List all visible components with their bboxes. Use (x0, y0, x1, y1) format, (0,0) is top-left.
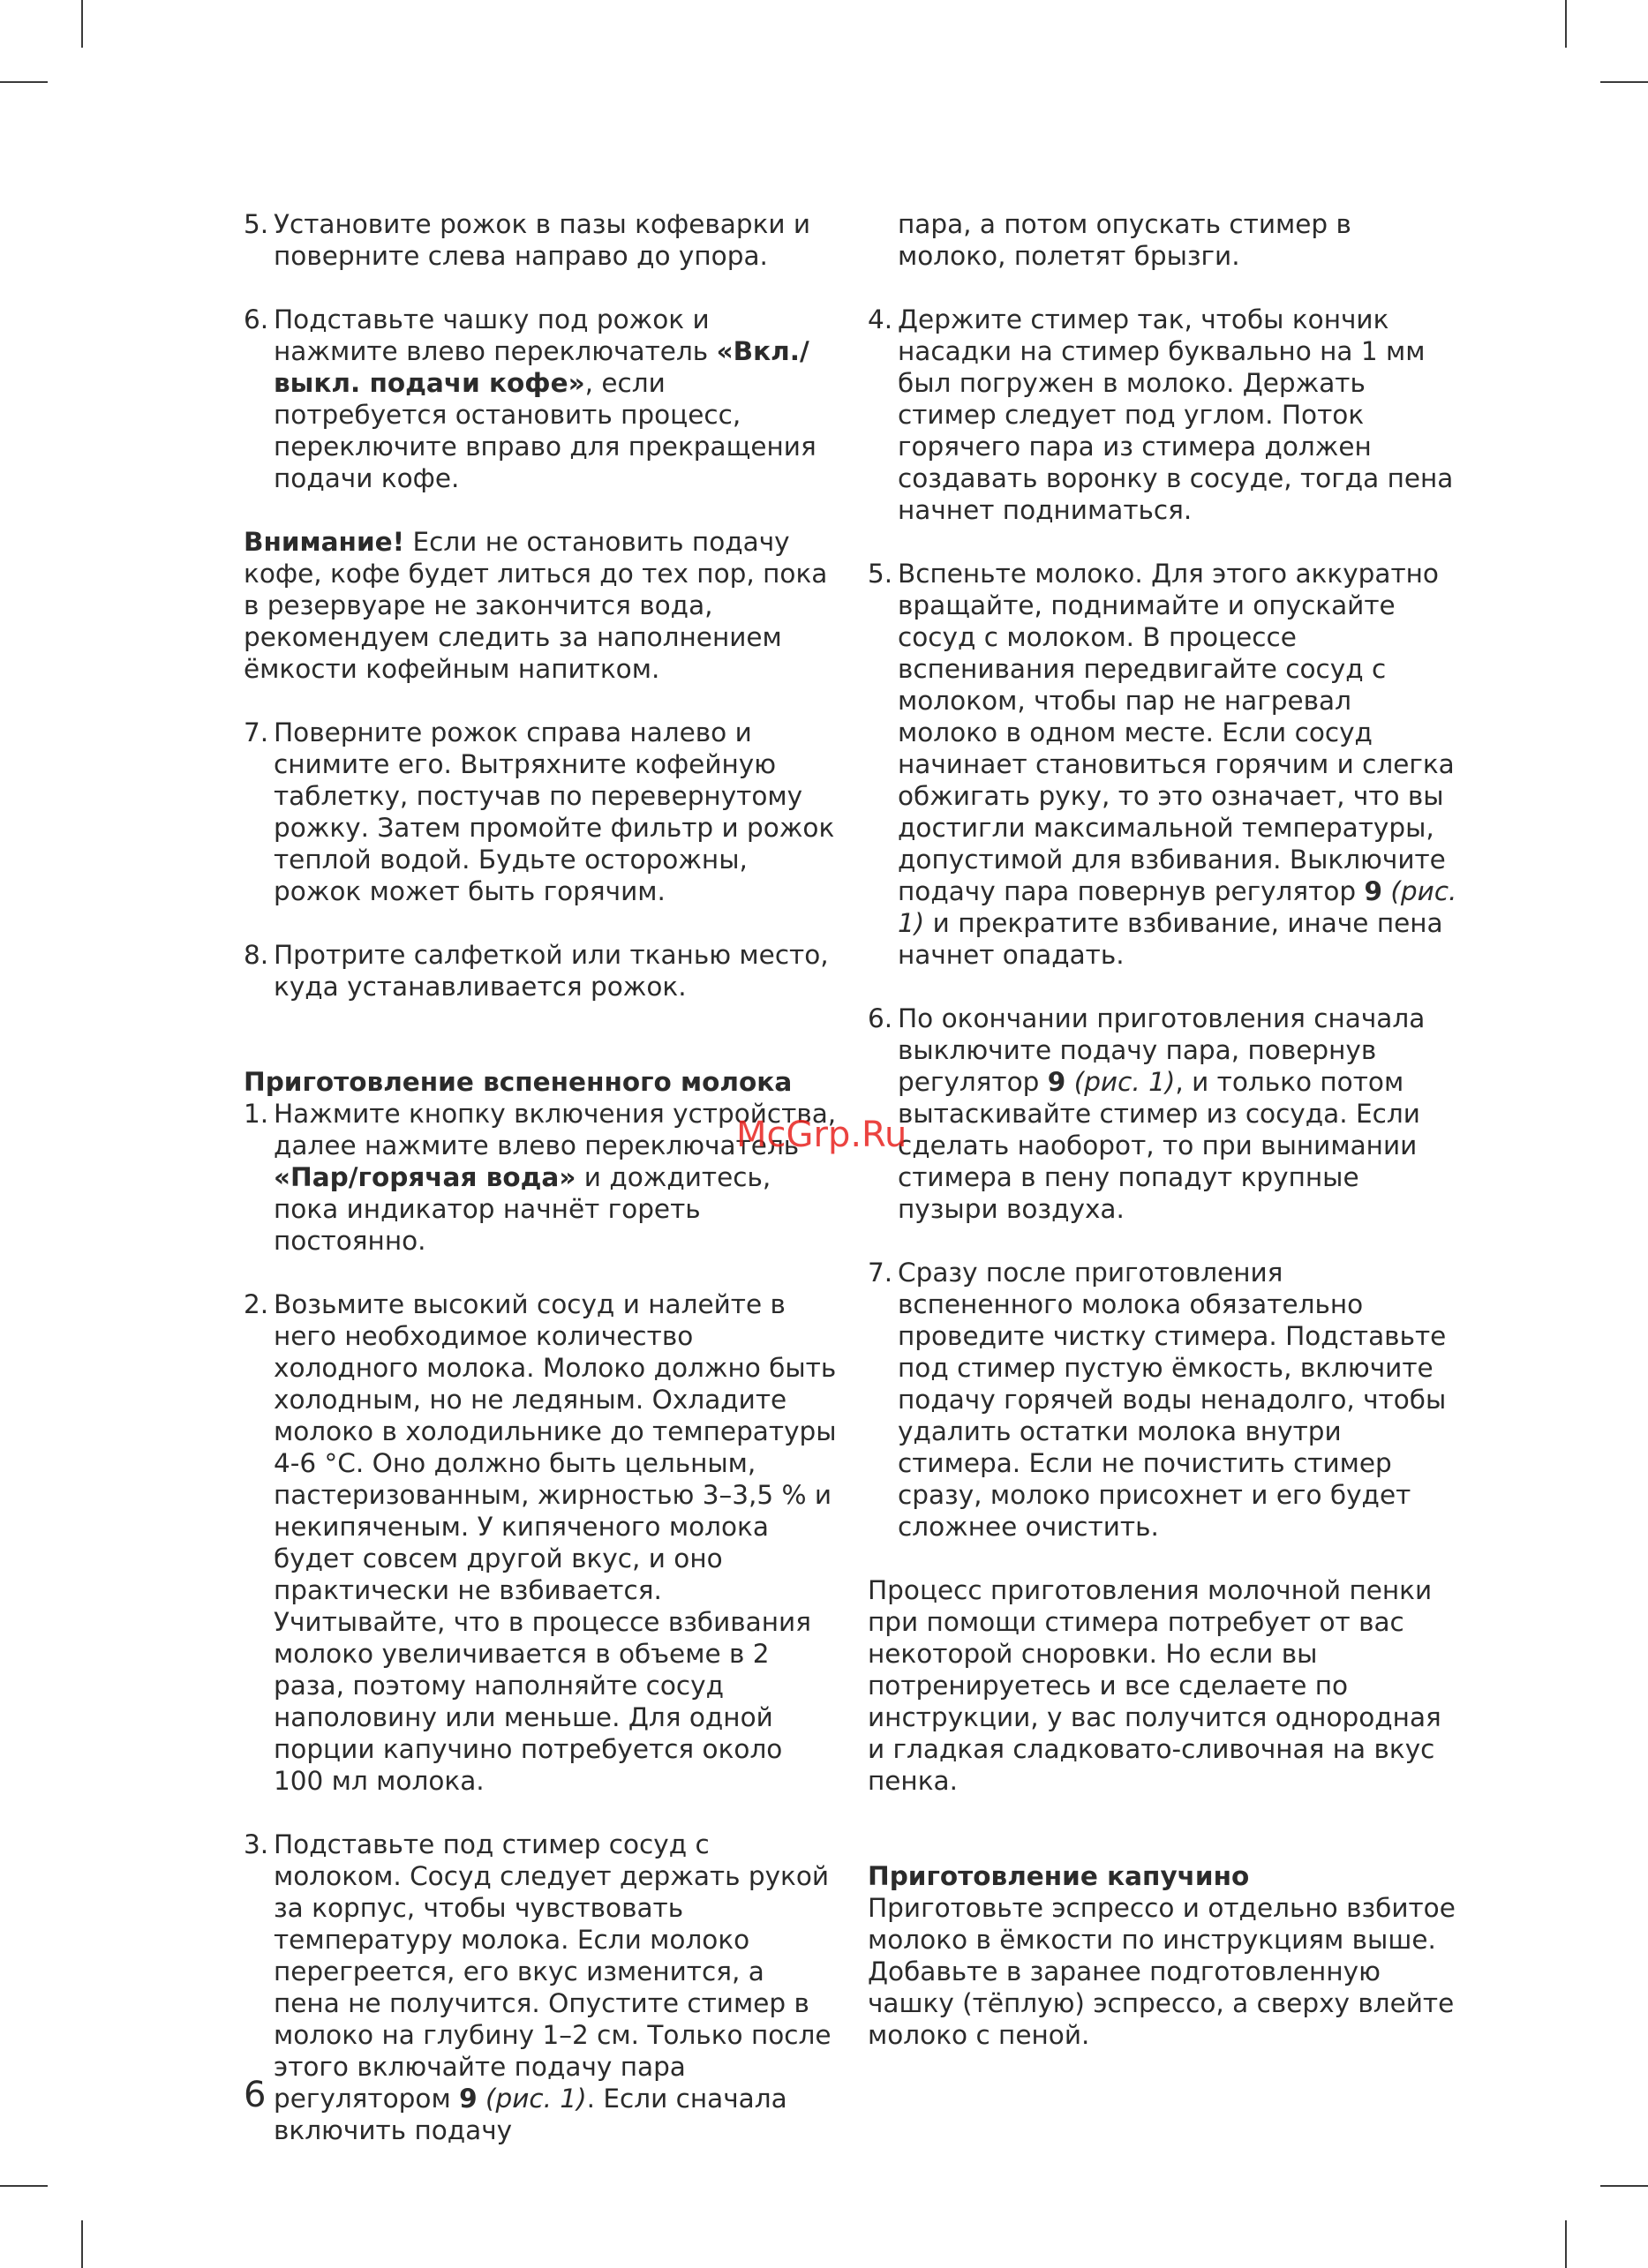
list-item (868, 1257, 1459, 1543)
crop-mark (81, 0, 83, 48)
section-heading: Приготовление капучино (868, 1861, 1250, 1891)
list-item (868, 558, 1459, 971)
crop-mark (0, 2185, 48, 2187)
list-number: 2. (244, 1289, 269, 1319)
left-column (244, 208, 837, 2146)
list-text: пара, а потом опускать стимер в молоко, полетят брызги. (898, 209, 1351, 271)
list-number: 4. (868, 304, 893, 334)
watermark: McGrp.Ru (736, 1115, 907, 1155)
warning-label: Внимание! (244, 527, 405, 557)
summary-paragraph: Процесс приготовления молочной пенки при помощи стимера потребует от вас некоторой сноровки. Но если вы потренируетесь и все сделаете по инструкции, у вас получится однородная и гладкая сладковато-сливочная на вкус пенка. (868, 1575, 1441, 1796)
crop-mark (0, 81, 48, 83)
list-number: 7. (868, 1258, 893, 1288)
right-column (868, 208, 1459, 2051)
list-item (244, 939, 837, 1003)
page-number: 6 (244, 2075, 267, 2115)
list-text: Нажмите кнопку включения устройства, далее нажмите влево переключатель «Пар/горячая вода» и дождитесь, пока индикатор начнёт гореть постоянно. (274, 1099, 837, 1256)
list-number: 6. (244, 304, 269, 334)
list-text: Возьмите высокий сосуд и налейте в него необходимое количество холодного молока. Молоко должно быть холодным, но не ледяным. Охладите молоко в холодильнике до температуры 4-6 °С. Оно должно быть цельным, пастеризованным, жирностью 3–3,5 % и некипяченым. У кипяченого молока будет совсем другой вкус, и оно практически не взбивается. Учитывайте, что в процессе взбивания молоко увеличивается в объеме в 2 раза, поэтому наполняйте сосуд наполовину или меньше. Для одной порции капучино потребуется около 100 мл молока. (274, 1289, 837, 1796)
list-text: Вспеньте молоко. Для этого аккуратно вращайте, поднимайте и опускайте сосуд с молоком. В процессе вспенивания передвигайте сосуд с молоком, чтобы пар не нагревал молоко в одном месте. Если сосуд начинает становиться горячим и слегка обжигать руку, то это означает, что вы достигли максимальной температуры, допустимой для взбивания. Выключите подачу пара повернув регулятор 9 (рис. 1) и прекратите взбивание, иначе пена начнет опадать. (898, 559, 1457, 970)
list-text: Держите стимер так, чтобы кончик насадки на стимер буквально на 1 мм был погружен в молоко. Держать стимер следует под углом. Поток горячего пара из стимера должен создавать воронку в сосуде, тогда пена начнет подниматься. (898, 304, 1454, 525)
crop-mark (81, 2220, 83, 2268)
list-item (868, 304, 1459, 526)
cappuccino-paragraph: Приготовьте эспрессо и отдельно взбитое молоко в ёмкости по инструкциям выше. Добавьте в заранее подготовленную чашку (тёплую) эспрессо, а сверху влейте молоко с пеной. (868, 1893, 1456, 2050)
list-item (244, 208, 837, 272)
switch-label: «Пар/горячая вода» (274, 1162, 576, 1192)
crop-mark (1600, 2185, 1648, 2187)
crop-mark (1565, 2220, 1567, 2268)
switch-label: «Вкл./выкл. подачи кофе» (274, 336, 809, 398)
list-number: 5. (244, 209, 269, 239)
crop-mark (1565, 0, 1567, 48)
list-text: Сразу после приготовления вспененного молока обязательно проведите чистку стимера. Подставьте под стимер пустую ёмкость, включите подачу горячей воды ненадолго, чтобы удалить остатки молока внутри стимера. Если не почистить стимер сразу, молоко присохнет и его будет сложнее очистить. (898, 1258, 1447, 1542)
list-number: 1. (244, 1099, 269, 1129)
list-text: По окончании приготовления сначала выключите подачу пара, повернув регулятор 9 (рис. 1), и только потом вытаскивайте стимер из сосуда. Если сделать наоборот, то при вынимании стимера в пену попадут крупные пузыри воздуха. (898, 1003, 1426, 1224)
list-item (244, 1288, 837, 1797)
crop-mark (1600, 81, 1648, 83)
list-item-continuation (868, 208, 1459, 272)
list-item (244, 1829, 837, 2146)
list-item (244, 304, 837, 494)
list-text: Поверните рожок справа налево и снимите его. Вытряхните кофейную таблетку, постучав по перевернутому рожку. Затем промойте фильтр и рожок теплой водой. Будьте осторожны, рожок может быть горячим. (274, 717, 835, 906)
list-text: Подставьте чашку под рожок и нажмите влево переключатель «Вкл./выкл. подачи кофе», если потребуется остановить процесс, переключите вправо для прекращения подачи кофе. (274, 304, 816, 493)
list-text: Подставьте под стимер сосуд с молоком. Сосуд следует держать рукой за корпус, чтобы чувствовать температуру молока. Если молоко перегреется, его вкус изменится, а пена не получится. Опустите стимер в молоко на глубину 1–2 см. Только после этого включайте подачу пара регулятором 9 (рис. 1). Если сначала включить подачу (274, 1829, 832, 2145)
list-text: Протрите салфеткой или тканью место, куда устанавливается рожок. (274, 940, 829, 1002)
list-number: 6. (868, 1003, 893, 1033)
list-item (868, 1003, 1459, 1225)
list-number: 5. (868, 559, 893, 589)
list-text: Установите рожок в пазы кофеварки и поверните слева направо до упора. (274, 209, 811, 271)
warning-paragraph: Внимание! Если не остановить подачу кофе, кофе будет литься до тех пор, пока в резервуаре не закончится вода, рекомендуем следить за наполнением ёмкости кофейным напитком. (244, 527, 828, 684)
list-item (244, 717, 837, 907)
list-number: 8. (244, 940, 269, 970)
section-heading: Приготовление вспененного молока (244, 1067, 793, 1097)
list-number: 3. (244, 1829, 269, 1859)
list-number: 7. (244, 717, 269, 747)
